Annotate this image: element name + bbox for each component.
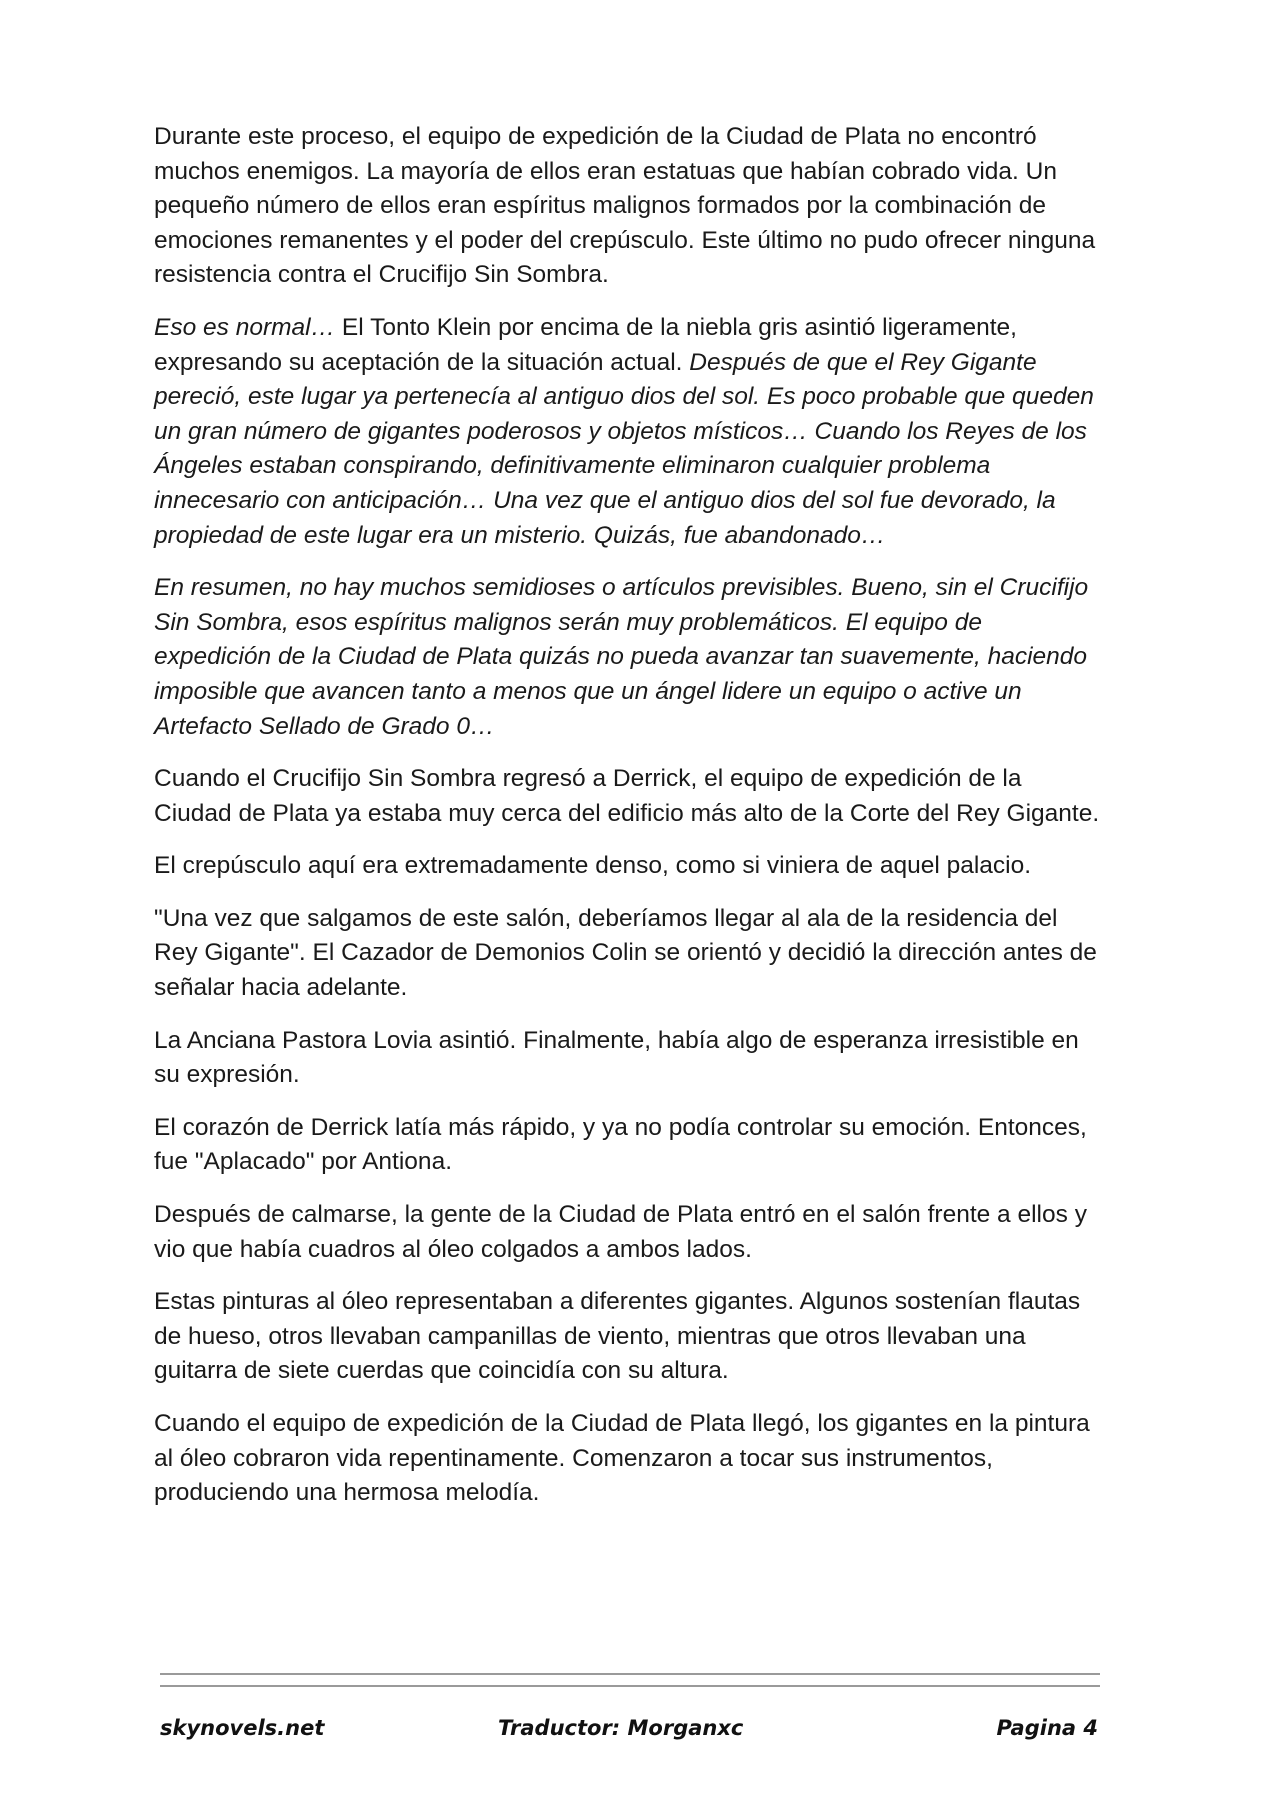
footer-divider-bottom [160,1685,1100,1687]
paragraph-text: La Anciana Pastora Lovia asintió. Finalmente, había algo de esperanza irresistible en su expresión. [154,1026,1079,1089]
paragraph-text: Estas pinturas al óleo representaban a diferentes gigantes. Algunos sostenían flautas de hueso, otros llevaban campanillas de viento, mientras que otros llevaban una guitarra de siete cuerdas que coincidía con su altura. [154,1288,1081,1385]
paragraph-text: Después de calmarse, la gente de la Ciudad de Plata entró en el salón frente a ellos y vio que había cuadros al óleo colgados a ambos lados. [154,1201,1087,1263]
footer-divider-top [160,1673,1100,1675]
paragraph-text: El corazón de Derrick latía más rápido, y ya no podía controlar su emoción. Entonces, fue "Aplacado" por Antiona. [154,1113,1087,1176]
paragraph-3 [154,571,1104,744]
paragraph-italic-text: En resumen, no hay muchos semidioses o artículos previsibles. Bueno, sin el Crucifijo Sin Sombra, esos espíritus malignos serán muy problemáticos. El equipo de expedición de la Ciudad de Plata quizás no pueda avanzar tan suavemente, haciendo imposible que avancen tanto a menos que un ángel lidere un equipo o active un Artefacto Sellado de Grado 0… [154,574,1089,740]
paragraph-7 [154,1024,1104,1093]
paragraph-10 [154,1285,1104,1389]
paragraph-4 [154,762,1104,831]
paragraph-2 [154,311,1104,553]
paragraph-8 [154,1111,1104,1180]
document-body [154,120,1104,1529]
paragraph-text: Cuando el Crucifijo Sin Sombra regresó a Derrick, el equipo de expedición de la Ciudad de Plata ya estaba muy cerca del edificio más alto de la Corte del Rey Gigante. [154,765,1100,827]
paragraph-5 [154,849,1104,884]
paragraph-11 [154,1407,1104,1511]
footer-site: skynovels.net [160,1716,325,1740]
paragraph-text: El crepúsculo aquí era extremadamente denso, como si viniera de aquel palacio. [154,852,1032,880]
paragraph-italic-text: Eso es normal… [154,313,336,341]
footer-translator: Traductor: Morganxc [498,1716,744,1740]
paragraph-text: "Una vez que salgamos de este salón, deberíamos llegar al ala de la residencia del Rey Gigante". El Cazador de Demonios Colin se orientó y decidió la dirección antes de señalar hacia adelante. [154,904,1097,1002]
paragraph-6 [154,902,1104,1006]
paragraph-1 [154,120,1104,293]
footer-page-number: Pagina 4 [996,1716,1098,1740]
page-footer [160,1716,1098,1746]
paragraph-9 [154,1198,1104,1267]
paragraph-text: El Tonto Klein por encima de la niebla gris asintió ligeramente, expresando su aceptación de la situación actual. [154,313,1017,376]
paragraph-text: Cuando el equipo de expedición de la Ciudad de Plata llegó, los gigantes en la pintura al óleo cobraron vida repentinamente. Comenzaron a tocar sus instrumentos, produciendo una hermosa melodía. [154,1410,1090,1507]
paragraph-italic-text: Después de que el Rey Gigante pereció, este lugar ya pertenecía al antiguo dios del sol. Es poco probable que queden un gran número de gigantes poderosos y objetos místicos… Cuando los Reyes de los Ángeles estaban conspirando, definitivamente eliminaron cualquier problema innecesario con anticipación… Una vez que el antiguo dios del sol fue devorado, la propiedad de este lugar era un misterio. Quizás, fue abandonado… [154,348,1094,549]
paragraph-text: Durante este proceso, el equipo de expedición de la Ciudad de Plata no encontró muchos enemigos. La mayoría de ellos eran estatuas que habían cobrado vida. Un pequeño número de ellos eran espíritus malignos formados por la combinación de emociones remanentes y el poder del crepúsculo. Este último no pudo ofrecer ninguna resistencia contra el Crucifijo Sin Sombra. [154,123,1096,289]
